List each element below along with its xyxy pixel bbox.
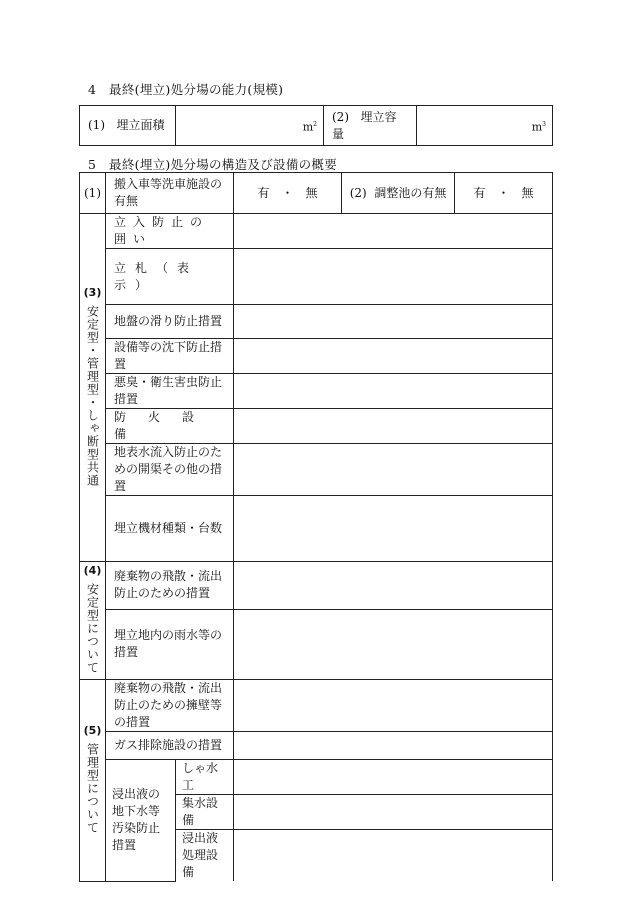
fence-field[interactable] xyxy=(234,214,553,249)
group-title: 安定型について xyxy=(85,583,100,674)
leachate-group-label: 浸出液の地下水等汚染防止措置 xyxy=(106,760,176,882)
unit-label: m xyxy=(531,120,543,134)
group3-side-label xyxy=(80,214,106,562)
surface-water-field[interactable] xyxy=(234,444,553,496)
landfill-area-field[interactable] xyxy=(176,106,324,146)
gas-vent-field[interactable] xyxy=(234,732,553,760)
item-number: (2) xyxy=(349,185,367,200)
group-title: 管理型について xyxy=(85,742,100,834)
item-label: 防火設備 xyxy=(114,410,217,441)
landfill-volume-label xyxy=(324,106,417,146)
group-number: (5) xyxy=(83,723,102,737)
group5-side-label xyxy=(80,680,106,882)
settlement-label: 設備等の沈下防止措置 xyxy=(106,339,234,374)
retention-pond-choice[interactable]: 有 ・ 無 xyxy=(455,173,553,214)
liner-label: しゃ水工 xyxy=(176,760,234,795)
ground-slide-field[interactable] xyxy=(234,305,553,339)
landfill-area-label xyxy=(80,106,176,146)
machinery-label: 埋立機材種類・台数 xyxy=(106,496,234,562)
group-number: (4) xyxy=(83,564,102,577)
group-title: 安定型・管理型・しゃ断型共通 xyxy=(85,304,100,487)
item-label: 立入防止の囲い xyxy=(114,215,210,246)
rainwater-field[interactable] xyxy=(234,609,553,679)
odor-pest-field[interactable] xyxy=(234,374,553,409)
signboard-field[interactable] xyxy=(234,249,553,305)
unit-sup: 2 xyxy=(313,120,317,128)
group4-side-label xyxy=(80,562,106,680)
unit-sup: 3 xyxy=(542,120,546,128)
item-number: (2) xyxy=(332,109,349,124)
collection-label: 集水設備 xyxy=(176,795,234,830)
odor-pest-label: 悪臭・衛生害虫防止措置 xyxy=(106,374,234,409)
retention-pond-label xyxy=(342,173,455,214)
group-number: (3) xyxy=(83,285,102,299)
ground-slide-label: 地盤の滑り防止措置 xyxy=(106,305,234,339)
machinery-field[interactable] xyxy=(234,496,553,562)
rainwater-label: 埋立地内の雨水等の措置 xyxy=(106,609,234,679)
scatter-prevent-label: 廃棄物の飛散・流出防止のための措置 xyxy=(106,562,234,610)
section5-heading: 5 最終(埋立)処分場の構造及び設備の概要 xyxy=(88,157,338,172)
item-label: 埋立容量 xyxy=(332,109,397,141)
section4-heading: 4 最終(埋立)処分場の能力(規模) xyxy=(88,82,284,97)
item-number: (1) xyxy=(88,118,105,132)
row1-number: (1) xyxy=(80,173,106,214)
item-label: 調整池の有無 xyxy=(374,185,447,200)
treatment-label: 浸出液処理設備 xyxy=(176,830,234,882)
unit-label: m xyxy=(302,120,314,134)
scatter-prevent-field[interactable] xyxy=(234,562,553,610)
fire-equipment-field[interactable] xyxy=(234,409,553,444)
settlement-field[interactable] xyxy=(234,339,553,374)
fence-label xyxy=(106,214,234,249)
wash-facility-choice[interactable]: 有 ・ 無 xyxy=(234,173,342,214)
surface-water-label: 地表水流入防止のための開渠その他の措置 xyxy=(106,444,234,496)
treatment-field[interactable] xyxy=(234,830,553,882)
item-label: 立札（表示） xyxy=(114,260,199,292)
gas-vent-label: ガス排除施設の措置 xyxy=(106,732,234,760)
structure-table xyxy=(79,172,553,882)
landfill-volume-field[interactable] xyxy=(417,106,553,146)
fire-equipment-label xyxy=(106,409,234,444)
signboard-label xyxy=(106,249,234,305)
wash-facility-label: 搬入車等洗車施設の有無 xyxy=(106,173,234,214)
capacity-table xyxy=(79,105,553,146)
liner-field[interactable] xyxy=(234,760,553,795)
retaining-wall-field[interactable] xyxy=(234,680,553,732)
retaining-wall-label: 廃棄物の飛散・流出防止のための擁壁等の措置 xyxy=(106,680,234,732)
collection-field[interactable] xyxy=(234,795,553,830)
item-label: 埋立面積 xyxy=(116,118,165,132)
